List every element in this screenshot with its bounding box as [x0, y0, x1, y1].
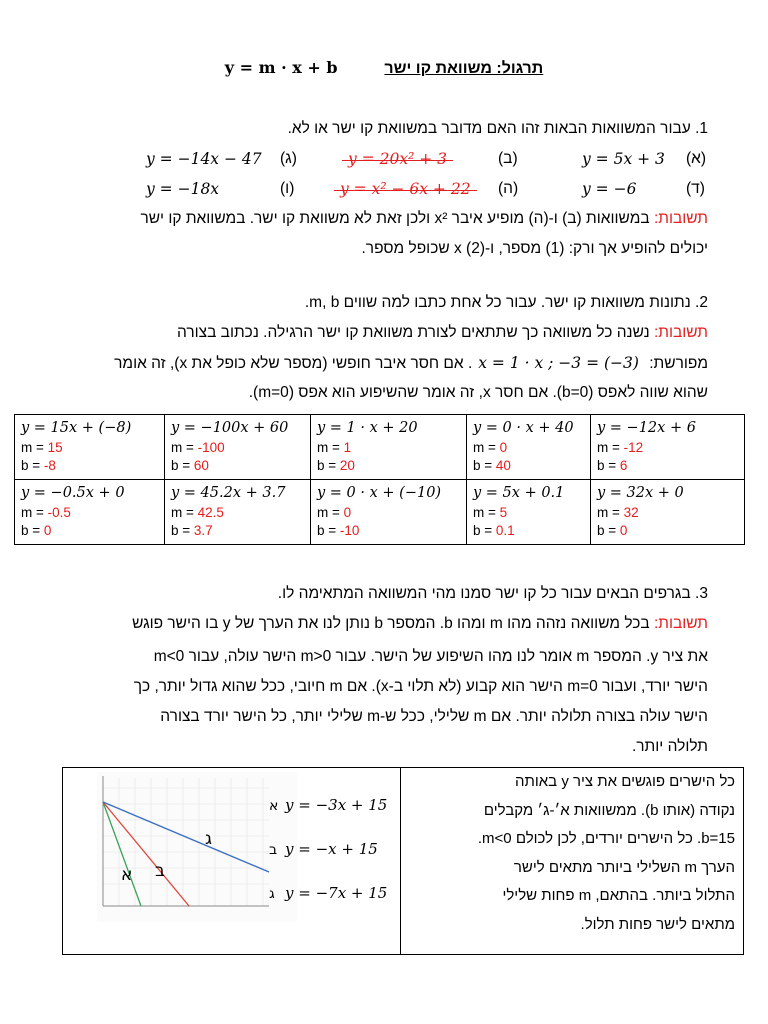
q3-answer-line2: את ציר y. המספר m אומר לנו מהו השיפוע של הישר. עבור m>0 הישר עולה, עבור m<0 [153, 648, 708, 665]
table-cell: y = 5x + 0.1 m = 5 b = 0.1 [467, 480, 591, 545]
graph-label-a: א [121, 865, 133, 885]
legend-letter-a: א [269, 798, 279, 814]
q1-item-b: y = 20x² + 3 (ב) [348, 144, 528, 175]
q3-answer-line5: תלולה יותר. [631, 738, 708, 755]
graph-label-b: ב [155, 861, 165, 881]
legend-eq-b: y = −x + 15 [285, 840, 378, 858]
title-heading: תרגול: משוואת קו ישר [384, 60, 544, 77]
q3-question: 3. בגרפים הבאים עבור כל קו ישר סמנו מהי המשוואה המתאימה לו. [277, 585, 708, 602]
q1-answer-line1: תשובות: במשוואות (ב) ו-(ה) מופיע איבר x² ולכן זאת לא משוואת קו ישר. במשוואת קו ישר [140, 210, 708, 227]
graph-label-c: ג [205, 829, 213, 849]
q1-item-f: y = −18x (ו) [146, 180, 295, 198]
q2-answer-line2: מפורשת: x = 1 · x ; −3 = (−3). אם חסר איבר חופשי (מספר שלא כופל את x), זה אומר [114, 354, 708, 372]
graph-explanation: כל הישרים פוגשים את ציר y באותה נקודה (אותו b). ממשוואות א׳-ג׳ מקבלים b=15. כל הישרים יורדים, לכן לכולם m<0. הערך m השלילי ביותר מתאים לישר התלול ביותר. בהתאם, m פחות שלילי מתאים לישר פחות תלול. [477, 773, 735, 933]
q1-item-d: y = −6 (ד) [582, 180, 705, 198]
table-cell: y = −100x + 60 m = -100 b = 60 [165, 415, 311, 480]
table-cell: y = 0 · x + (−10) m = 0 b = -10 [311, 480, 467, 545]
q2-answer-line3: שהוא שווה לאפס (b=0). אם חסר x, זה אומר שהשיפוע הוא אפס (m=0). [248, 384, 708, 401]
q1-item-e: y = x² − 6x + 22 (ה) [340, 174, 530, 205]
table-cell: y = 15x + (−8) m = 15 b = -8 [15, 415, 165, 480]
q1-answer-line2: יכולים להופיע אך ורק: (1) מספר, ו-(2) x שכופל מספר. [361, 240, 708, 257]
table-row [15, 415, 745, 480]
table-cell: y = 32x + 0 m = 32 b = 0 [591, 480, 745, 545]
table-row [15, 480, 745, 545]
q1-item-a: y = 5x + 3 (א) [582, 150, 707, 168]
q1-item-c: y = −14x − 47 (ג) [146, 150, 297, 168]
table-cell: y = −12x + 6 m = -12 b = 6 [591, 415, 745, 480]
lines-graph [97, 772, 297, 922]
table-cell: y = 1 · x + 20 m = 1 b = 20 [311, 415, 467, 480]
q2-answer-line1: תשובות: נשנה כל משוואה כך שתתאים לצורת משוואת קו ישר הרגילה. נכתוב בצורה [176, 324, 708, 341]
title-equation: y = m · x + b [224, 58, 338, 77]
q3-answer-line3: הישר יורד, ועבור m=0 הישר הוא קבוע (לא תלוי ב-x). אם m חיובי, ככל שהוא גדול יותר, כך [133, 678, 708, 695]
q3-answer-line4: הישר עולה בצורה תלולה יותר. אם m שלילי, ככל ש-m שלילי יותר, כל הישר יורד בצורה [160, 708, 708, 725]
box-divider [400, 768, 401, 954]
graph-answer-box [62, 767, 744, 955]
m-b-table [14, 414, 745, 545]
table-cell: y = 45.2x + 3.7 m = 42.5 b = 3.7 [165, 480, 311, 545]
page-title [0, 58, 768, 78]
table-cell: y = −0.5x + 0 m = -0.5 b = 0 [15, 480, 165, 545]
table-cell: y = 0 · x + 40 m = 0 b = 40 [467, 415, 591, 480]
q2-question: 2. נתונות משוואות קו ישר. עבור כל אחת כתבו למה שווים m, b. [304, 294, 708, 311]
q3-answer-line1: תשובות: בכל משוואה נזהה מהו m ומהו b. המספר b נותן לנו את הערך של y בו הישר פוגש [132, 615, 708, 632]
legend-letter-b: ב [269, 842, 278, 858]
legend-eq-c: y = −7x + 15 [285, 884, 388, 902]
q1-question: 1. עבור המשוואות הבאות זהו האם מדובר במשוואת קו ישר או לא. [287, 120, 708, 137]
legend-eq-a: y = −3x + 15 [285, 796, 388, 814]
legend-letter-c: ג [269, 886, 275, 902]
